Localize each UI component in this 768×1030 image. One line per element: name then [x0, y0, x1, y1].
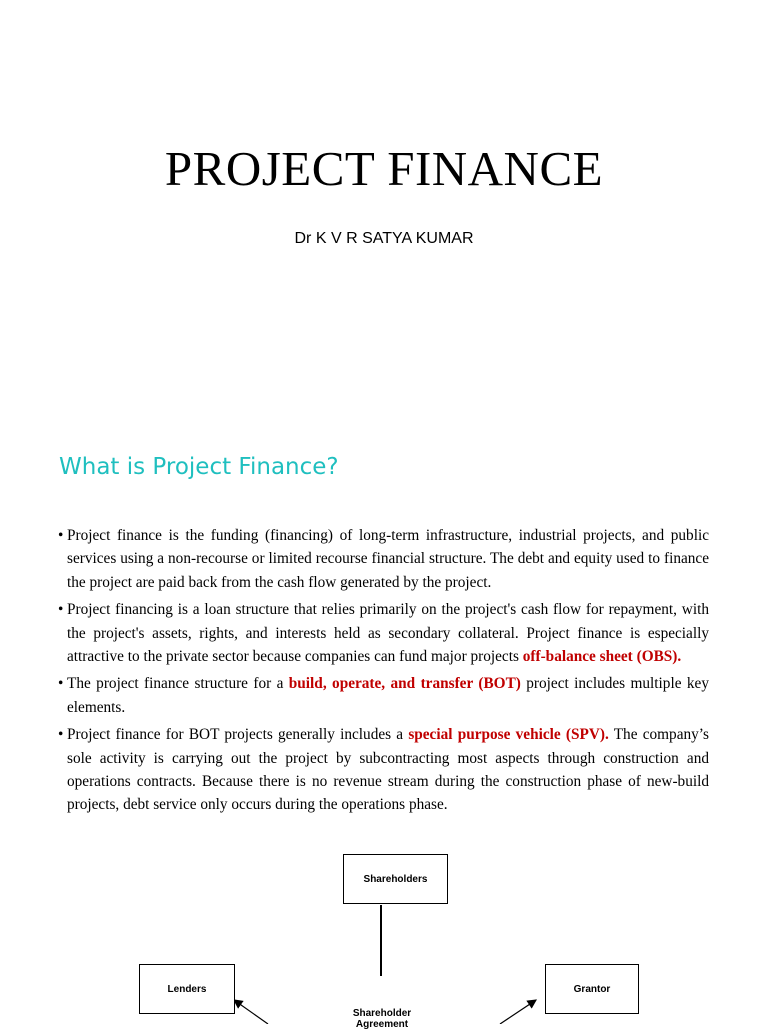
grantor-box: Grantor	[545, 964, 639, 1014]
bullet-text-tail: project includes multiple key elements.	[67, 675, 709, 716]
structure-diagram	[0, 860, 768, 1030]
bullet-highlight: build, operate, and transfer (BOT)	[288, 675, 521, 693]
bullet-highlight: off-balance sheet (OBS).	[522, 648, 682, 666]
bullet-item	[58, 723, 709, 817]
bullet-text: Project finance is the funding (financing) of long-term infrastructure, industrial projects, and public services using a non-recourse or limited recourse financial structure. The debt and equity used to finance the project are paid back from the cash flow generated by the project.	[67, 527, 709, 591]
bullet-item	[58, 524, 709, 594]
bullet-text: Project financing is a loan structure that relies primarily on the project's cash flow for repayment, with the project's assets, rights, and interests held as secondary collateral. Project finance is especially attractive to the private sector because companies can fund major projects	[67, 601, 709, 666]
bullet-text-tail: The company’s sole activity is carrying out the project by subcontracting most aspects through construction and operations contracts. Because there is no revenue stream during the construction phase of new-build projects, debt service only occurs during the operations phase.	[67, 726, 709, 814]
author-name: Dr K V R SATYA KUMAR	[294, 230, 474, 247]
shareholder-agreement-label: Shareholder Agreement	[352, 1008, 412, 1030]
content-slide	[0, 430, 768, 1030]
bullet-marker: •	[58, 601, 64, 619]
bullet-marker: •	[58, 726, 64, 744]
arrow-to-lenders	[234, 1000, 268, 1024]
bullet-text: Project finance for BOT projects generally includes a	[67, 726, 409, 744]
presentation-title: PROJECT FINANCE	[164, 141, 604, 196]
bullet-list	[58, 524, 709, 821]
arrow-to-grantor	[500, 1000, 536, 1024]
bullet-highlight: special purpose vehicle (SPV).	[408, 726, 609, 744]
lenders-box: Lenders	[139, 964, 235, 1014]
bullet-text: The project finance structure for a	[67, 675, 289, 693]
bullet-item	[58, 598, 709, 668]
bullet-item	[58, 672, 709, 719]
bullet-marker: •	[58, 527, 64, 544]
slide-heading: What is Project Finance?	[59, 454, 339, 480]
title-slide	[0, 0, 768, 430]
bullet-marker: •	[58, 675, 64, 693]
shareholders-box: Shareholders	[343, 854, 448, 904]
